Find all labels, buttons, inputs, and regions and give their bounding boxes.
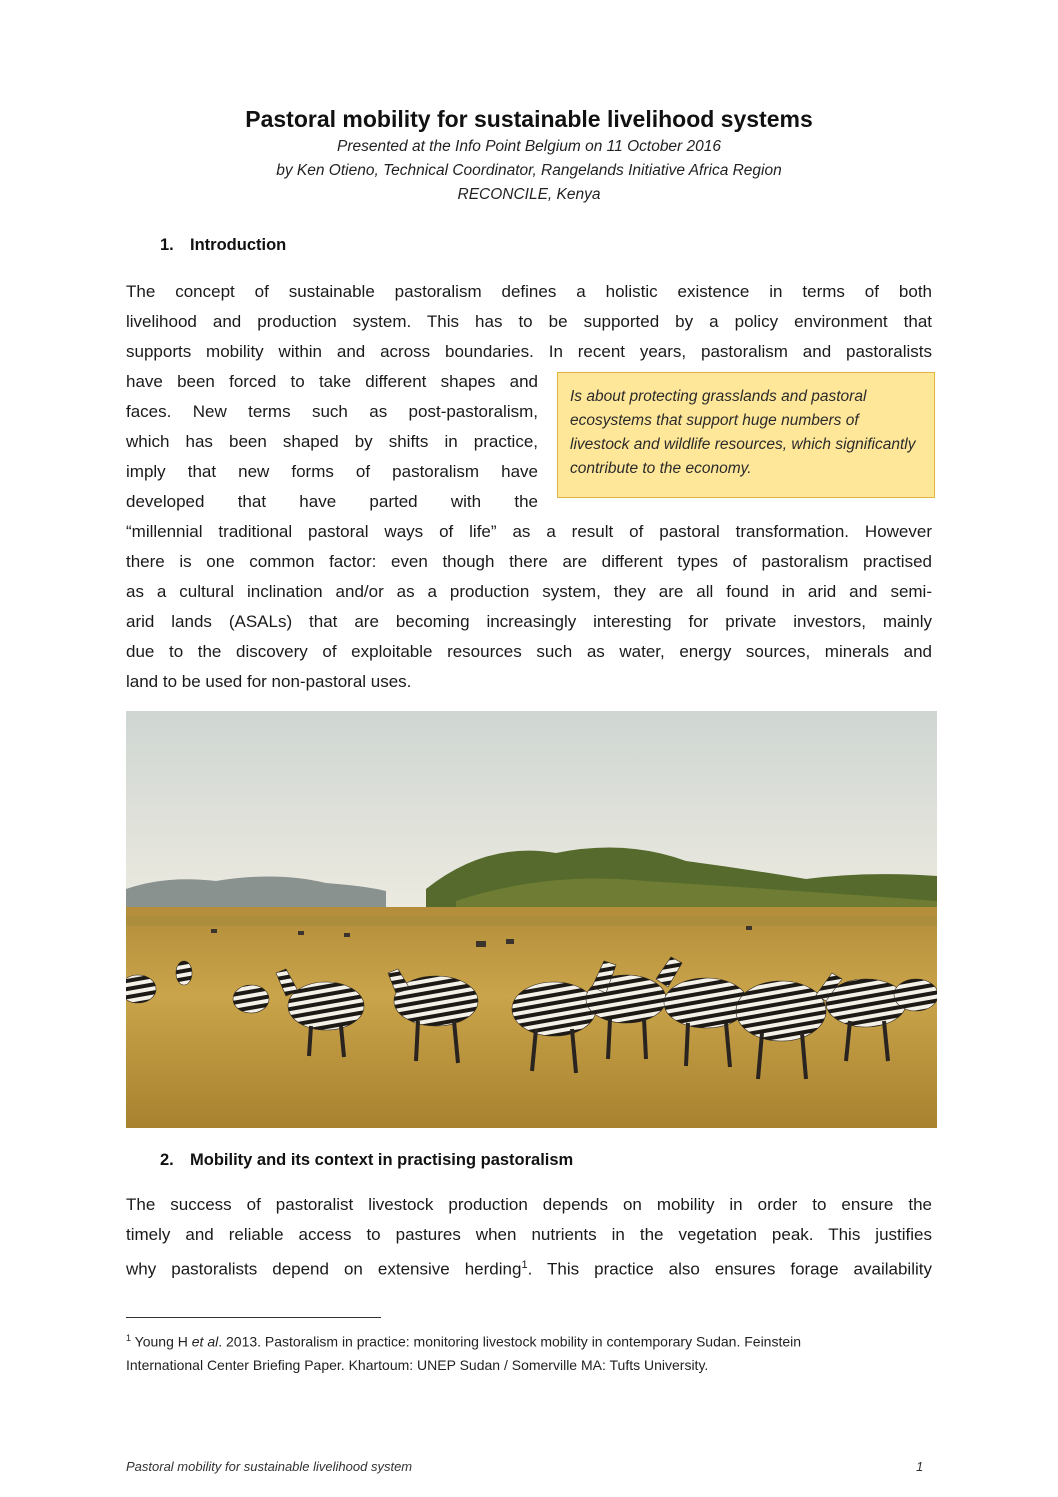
- section-number: 2.: [160, 1151, 174, 1169]
- section-2-paragraph: [126, 1190, 932, 1280]
- footnote-marker: 1: [126, 1333, 132, 1343]
- text-segment: . This practice also ensures forage availability: [527, 1259, 932, 1279]
- running-footer: Pastoral mobility for sustainable livelihood system: [126, 1459, 413, 1474]
- text-line: livelihood and production system. This has to be supported by a policy environment that: [126, 312, 932, 331]
- text-line: developed that have parted with the: [126, 492, 538, 511]
- text-line: The concept of sustainable pastoralism defines a holistic existence in terms of both: [126, 282, 932, 301]
- text-line: arid lands (ASALs) that are becoming increasingly interesting for private investors, mainly: [126, 612, 932, 631]
- footnote-etal: et al: [191, 1333, 219, 1350]
- text-line: supports mobility within and across boundaries. In recent years, pastoralism and pastoralists: [126, 342, 932, 361]
- footnote-line: [126, 1327, 932, 1354]
- section-1-paragraph-bottom: [126, 517, 932, 697]
- document-title: Pastoral mobility for sustainable livelihood systems: [245, 106, 813, 132]
- section-2-heading: [160, 1151, 573, 1170]
- text-line: imply that new forms of pastoralism have: [126, 462, 538, 481]
- section-title: Introduction: [190, 236, 287, 254]
- text-line: which has been shaped by shifts in practice,: [126, 432, 538, 451]
- text-line: “millennial traditional pastoral ways of life” as a result of pastoral transformation. However: [126, 522, 932, 541]
- subtitle-org: RECONCILE, Kenya: [457, 186, 601, 203]
- text-line: as a cultural inclination and/or as a production system, they are all found in arid and semi-: [126, 582, 932, 601]
- text-line: have been forced to take different shapes and: [126, 372, 538, 391]
- subtitle-author: by Ken Otieno, Technical Coordinator, Rangelands Initiative Africa Region: [276, 162, 782, 179]
- page-number: 1: [916, 1459, 924, 1474]
- text-line: land to be used for non-pastoral uses.: [126, 672, 412, 691]
- text-line: [126, 1250, 932, 1280]
- text-line: faces. New terms such as post-pastoralism,: [126, 402, 538, 421]
- callout-box: Is about protecting grasslands and pastoral ecosystems that support huge numbers of livestock and wildlife resources, which significantly contribute to the economy.: [557, 372, 935, 498]
- footnote-reference[interactable]: 1: [521, 1259, 528, 1271]
- footnote: [126, 1327, 932, 1377]
- section-1-paragraph-wrapped: [126, 367, 538, 517]
- section-number: 1.: [160, 236, 174, 254]
- text-segment: why pastoralists depend on extensive herding: [126, 1259, 522, 1279]
- text-line: due to the discovery of exploitable resources such as water, energy sources, minerals and: [126, 642, 932, 661]
- zebra-savanna-photo: [126, 711, 937, 1128]
- text-line: timely and reliable access to pastures when nutrients in the vegetation peak. This justifies: [126, 1225, 932, 1244]
- footnote-line: International Center Briefing Paper. Khartoum: UNEP Sudan / Somerville MA: Tufts University.: [126, 1356, 709, 1373]
- subtitle-event: Presented at the Info Point Belgium on 11 October 2016: [336, 138, 722, 155]
- section-1-heading: [160, 236, 286, 255]
- footnote-text: . 2013. Pastoralism in practice: monitoring livestock mobility in contemporary Sudan. Feinstein: [218, 1333, 802, 1350]
- text-line: The success of pastoralist livestock production depends on mobility in order to ensure the: [126, 1195, 932, 1214]
- footnote-separator: [126, 1317, 381, 1318]
- footnote-author: Young H: [134, 1333, 192, 1350]
- section-title: Mobility and its context in practising pastoralism: [190, 1151, 574, 1169]
- section-1-paragraph-top: [126, 277, 932, 367]
- text-line: there is one common factor: even though there are different types of pastoralism practised: [126, 552, 932, 571]
